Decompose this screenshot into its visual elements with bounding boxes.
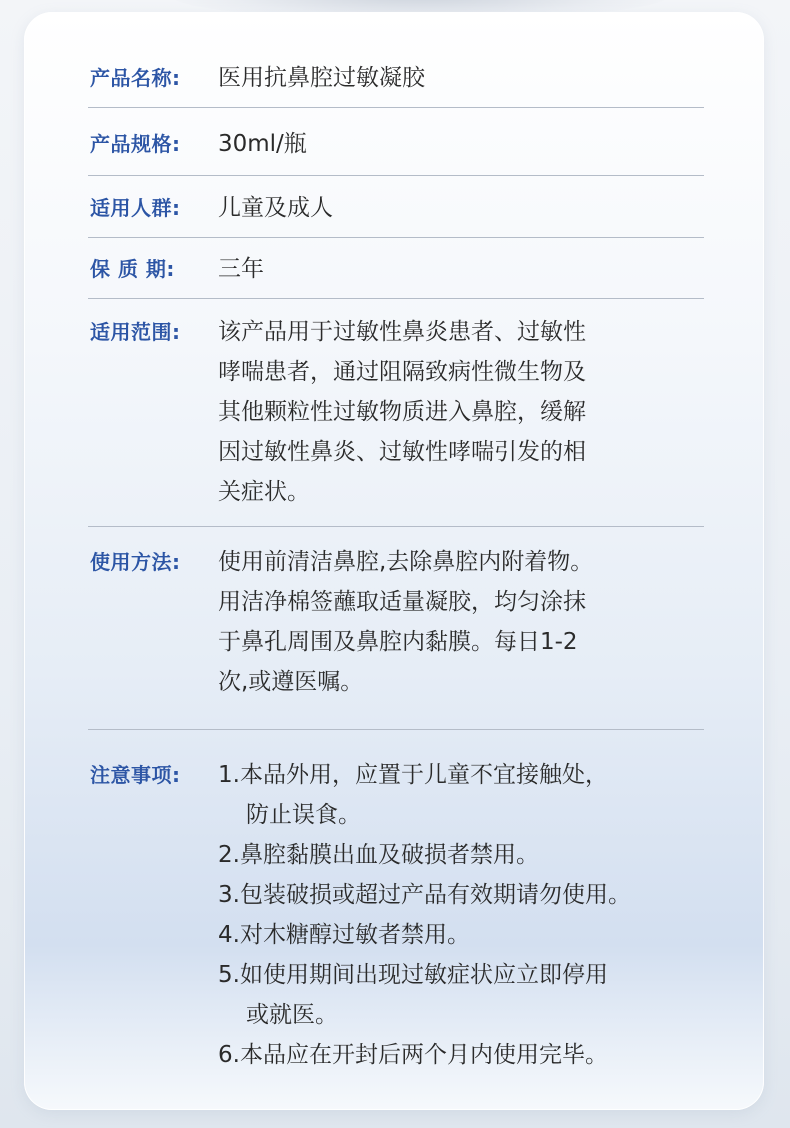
divider [88, 107, 704, 108]
value-line: 用洁净棉签蘸取适量凝胶，均匀涂抹 [218, 589, 586, 615]
field-label: 产品规格: [90, 132, 181, 156]
value-line: 于鼻孔周围及鼻腔内黏膜。每日1-2 [218, 629, 578, 655]
value-line: 3.包装破损或超过产品有效期请勿使用。 [218, 882, 631, 908]
field-value [218, 58, 718, 98]
field-label: 注意事项: [90, 763, 181, 787]
value-line: 三年 [218, 256, 264, 282]
field-value [218, 312, 718, 512]
value-line: 6.本品应在开封后两个月内使用完毕。 [218, 1042, 608, 1068]
divider [88, 237, 704, 238]
value-line: 儿童及成人 [218, 195, 333, 221]
field-value [218, 542, 718, 702]
value-line: 次,或遵医嘱。 [218, 669, 364, 695]
field-label: 适用人群: [90, 196, 181, 220]
field-value [218, 249, 718, 289]
value-line: 哮喘患者，通过阻隔致病性微生物及 [218, 359, 586, 385]
value-line: 关症状。 [218, 479, 310, 505]
value-line: 30ml/瓶 [218, 131, 307, 157]
value-line: 其他颗粒性过敏物质进入鼻腔，缓解 [218, 399, 586, 425]
value-line: 因过敏性鼻炎、过敏性哮喘引发的相 [218, 439, 586, 465]
value-line: 5.如使用期间出现过敏症状应立即停用 [218, 962, 608, 988]
divider [88, 526, 704, 527]
value-line: 2.鼻腔黏膜出血及破损者禁用。 [218, 842, 539, 868]
field-label: 使用方法: [90, 550, 181, 574]
value-line: 或就医。 [246, 1002, 338, 1028]
field-label: 保 质 期: [90, 257, 175, 281]
value-line: 防止误食。 [246, 802, 361, 828]
field-value [218, 124, 718, 164]
value-line: 使用前清洁鼻腔,去除鼻腔内附着物。 [218, 549, 594, 575]
field-label: 产品名称: [90, 66, 181, 90]
divider [88, 298, 704, 299]
value-line: 该产品用于过敏性鼻炎患者、过敏性 [218, 319, 586, 345]
field-value [218, 755, 718, 1075]
divider [88, 729, 704, 730]
field-value [218, 188, 718, 228]
value-line: 1.本品外用，应置于儿童不宜接触处， [218, 762, 608, 788]
value-line: 4.对木糖醇过敏者禁用。 [218, 922, 470, 948]
divider [88, 175, 704, 176]
field-label: 适用范围: [90, 320, 181, 344]
value-line: 医用抗鼻腔过敏凝胶 [218, 65, 425, 91]
